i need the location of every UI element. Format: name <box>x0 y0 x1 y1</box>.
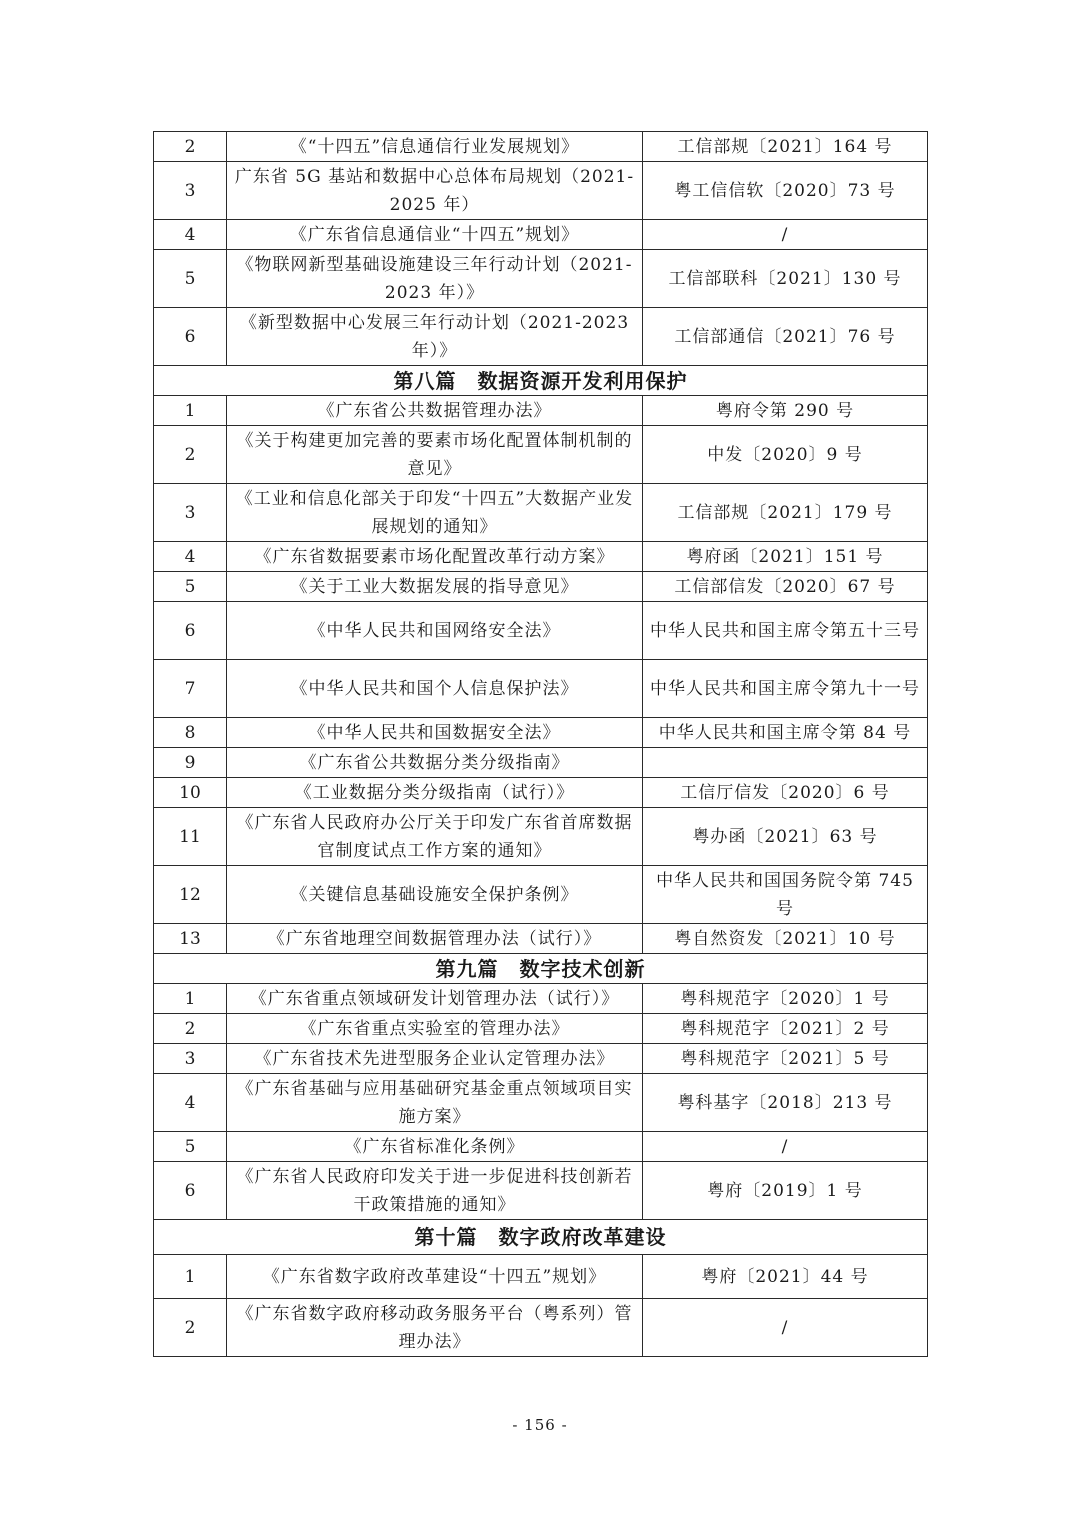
document-code: 粤府令第 290 号 <box>643 396 928 426</box>
document-name: 《广东省人民政府办公厅关于印发广东省首席数据官制度试点工作方案的通知》 <box>227 808 643 866</box>
document-code: 工信部信发〔2020〕67 号 <box>643 572 928 602</box>
row-number: 1 <box>154 396 227 426</box>
table-row <box>154 308 928 366</box>
document-code: 粤科规范字〔2021〕5 号 <box>643 1044 928 1074</box>
table-row <box>154 718 928 748</box>
document-code: / <box>643 1132 928 1162</box>
row-number: 6 <box>154 308 227 366</box>
table-row <box>154 1074 928 1132</box>
document-name: 《关于工业大数据发展的指导意见》 <box>227 572 643 602</box>
row-number: 12 <box>154 866 227 924</box>
row-number: 10 <box>154 778 227 808</box>
document-name: 《广东省基础与应用基础研究基金重点领域项目实施方案》 <box>227 1074 643 1132</box>
document-name: 《中华人民共和国网络安全法》 <box>227 602 643 660</box>
row-number: 6 <box>154 602 227 660</box>
row-number: 3 <box>154 1044 227 1074</box>
document-name: 《中华人民共和国个人信息保护法》 <box>227 660 643 718</box>
row-number: 2 <box>154 132 227 162</box>
document-code: 粤科规范字〔2020〕1 号 <box>643 984 928 1014</box>
row-number: 13 <box>154 924 227 954</box>
document-code: 粤科规范字〔2021〕2 号 <box>643 1014 928 1044</box>
document-code: 中华人民共和国主席令第 84 号 <box>643 718 928 748</box>
table-row <box>154 542 928 572</box>
section-header-row <box>154 1220 928 1255</box>
document-name: 《广东省人民政府印发关于进一步促进科技创新若干政策措施的通知》 <box>227 1162 643 1220</box>
table-row <box>154 426 928 484</box>
document-name: 《广东省数据要素市场化配置改革行动方案》 <box>227 542 643 572</box>
document-code: 粤自然资发〔2021〕10 号 <box>643 924 928 954</box>
document-name: 《广东省标准化条例》 <box>227 1132 643 1162</box>
table-row <box>154 602 928 660</box>
table-row <box>154 808 928 866</box>
document-name: 《关于构建更加完善的要素市场化配置体制机制的意见》 <box>227 426 643 484</box>
table-row <box>154 984 928 1014</box>
section-title: 第八篇 数据资源开发利用保护 <box>154 366 928 396</box>
row-number: 2 <box>154 1014 227 1044</box>
row-number: 4 <box>154 542 227 572</box>
table-row <box>154 250 928 308</box>
row-number: 4 <box>154 1074 227 1132</box>
document-name: 《新型数据中心发展三年行动计划（2021-2023 年）》 <box>227 308 643 366</box>
table-row <box>154 1132 928 1162</box>
row-number: 5 <box>154 250 227 308</box>
document-name: 《广东省技术先进型服务企业认定管理办法》 <box>227 1044 643 1074</box>
row-number: 11 <box>154 808 227 866</box>
document-code: 中华人民共和国主席令第五十三号 <box>643 602 928 660</box>
table-row <box>154 660 928 718</box>
document-code: / <box>643 220 928 250</box>
document-code: 工信部联科〔2021〕130 号 <box>643 250 928 308</box>
table-row <box>154 748 928 778</box>
document-code: 粤工信信软〔2020〕73 号 <box>643 162 928 220</box>
document-name: 《广东省重点领域研发计划管理办法（试行）》 <box>227 984 643 1014</box>
section-header-row <box>154 954 928 984</box>
document-name: 《广东省数字政府改革建设“十四五”规划》 <box>227 1255 643 1299</box>
table-row <box>154 1299 928 1357</box>
table-row <box>154 1162 928 1220</box>
row-number: 2 <box>154 426 227 484</box>
document-code: 粤科基字〔2018〕213 号 <box>643 1074 928 1132</box>
table-row <box>154 1255 928 1299</box>
table-row <box>154 162 928 220</box>
document-name: 《“十四五”信息通信行业发展规划》 <box>227 132 643 162</box>
document-name: 《广东省重点实验室的管理办法》 <box>227 1014 643 1044</box>
row-number: 7 <box>154 660 227 718</box>
document-code: 粤府函〔2021〕151 号 <box>643 542 928 572</box>
document-name: 《广东省数字政府移动政务服务平台（粤系列）管理办法》 <box>227 1299 643 1357</box>
document-code: 中发〔2020〕9 号 <box>643 426 928 484</box>
row-number: 3 <box>154 484 227 542</box>
document-name: 《工业和信息化部关于印发“十四五”大数据产业发展规划的通知》 <box>227 484 643 542</box>
section-title: 第九篇 数字技术创新 <box>154 954 928 984</box>
row-number: 6 <box>154 1162 227 1220</box>
document-code: / <box>643 1299 928 1357</box>
document-code: 中华人民共和国国务院令第 745 号 <box>643 866 928 924</box>
document-code: 中华人民共和国主席令第九十一号 <box>643 660 928 718</box>
row-number: 9 <box>154 748 227 778</box>
row-number: 8 <box>154 718 227 748</box>
row-number: 5 <box>154 1132 227 1162</box>
document-name: 《物联网新型基础设施建设三年行动计划（2021-2023 年）》 <box>227 250 643 308</box>
table-row <box>154 1044 928 1074</box>
document-code: 工信部通信〔2021〕76 号 <box>643 308 928 366</box>
document-code: 工信厅信发〔2020〕6 号 <box>643 778 928 808</box>
document-name: 《广东省信息通信业“十四五”规划》 <box>227 220 643 250</box>
section-header-row <box>154 366 928 396</box>
document-code <box>643 748 928 778</box>
table-row <box>154 484 928 542</box>
document-name: 《广东省公共数据管理办法》 <box>227 396 643 426</box>
table-row <box>154 132 928 162</box>
table-row <box>154 1014 928 1044</box>
document-name: 广东省 5G 基站和数据中心总体布局规划（2021-2025 年） <box>227 162 643 220</box>
row-number: 1 <box>154 1255 227 1299</box>
regulation-table-body <box>154 132 928 1357</box>
section-title: 第十篇 数字政府改革建设 <box>154 1220 928 1255</box>
document-name: 《广东省公共数据分类分级指南》 <box>227 748 643 778</box>
page-number: - 156 - <box>512 1416 568 1434</box>
document-name: 《工业数据分类分级指南（试行）》 <box>227 778 643 808</box>
document-code: 粤府〔2021〕44 号 <box>643 1255 928 1299</box>
table-row <box>154 778 928 808</box>
document-code: 工信部规〔2021〕164 号 <box>643 132 928 162</box>
row-number: 4 <box>154 220 227 250</box>
document-code: 粤府〔2019〕1 号 <box>643 1162 928 1220</box>
document-name: 《广东省地理空间数据管理办法（试行）》 <box>227 924 643 954</box>
document-name: 《中华人民共和国数据安全法》 <box>227 718 643 748</box>
document-code: 工信部规〔2021〕179 号 <box>643 484 928 542</box>
table-row <box>154 924 928 954</box>
regulation-table <box>153 131 928 1357</box>
document-name: 《关键信息基础设施安全保护条例》 <box>227 866 643 924</box>
document-code: 粤办函〔2021〕63 号 <box>643 808 928 866</box>
table-row <box>154 396 928 426</box>
table-row <box>154 866 928 924</box>
row-number: 3 <box>154 162 227 220</box>
row-number: 5 <box>154 572 227 602</box>
table-row <box>154 572 928 602</box>
row-number: 2 <box>154 1299 227 1357</box>
table-row <box>154 220 928 250</box>
row-number: 1 <box>154 984 227 1014</box>
